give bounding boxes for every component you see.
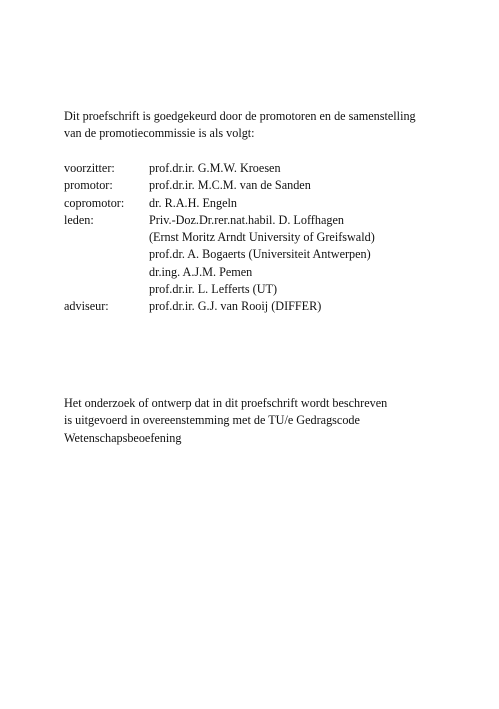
code-of-conduct-statement xyxy=(64,395,434,447)
conduct-line-1: Het onderzoek of ontwerp dat in dit proefschrift wordt beschreven xyxy=(64,396,388,410)
committee-member: prof.dr.ir. L. Lefferts (UT) xyxy=(149,282,278,297)
committee-role xyxy=(64,281,149,298)
committee-row xyxy=(64,264,464,281)
committee-member: prof.dr.ir. G.M.W. Kroesen xyxy=(149,161,281,175)
committee-row xyxy=(64,281,464,298)
committee-row xyxy=(64,246,464,263)
conduct-line-2: is uitgevoerd in overeenstemming met de TU/e Gedragscode xyxy=(64,413,360,428)
committee-row xyxy=(64,298,464,315)
committee-role xyxy=(64,264,149,281)
committee-role: promotor: xyxy=(64,178,113,193)
committee-member: prof.dr. A. Bogaerts (Universiteit Antwerpen) xyxy=(149,247,371,262)
approval-statement xyxy=(64,108,434,143)
committee-role: adviseur: xyxy=(64,299,109,314)
committee-role: voorzitter: xyxy=(64,161,115,175)
committee-role: leden: xyxy=(64,212,94,227)
committee-row xyxy=(64,212,464,229)
committee-role xyxy=(64,246,149,263)
committee-role xyxy=(64,229,149,246)
committee-member: (Ernst Moritz Arndt University of Greifswald) xyxy=(149,230,375,245)
committee-role: copromotor: xyxy=(64,195,125,210)
committee-member: prof.dr.ir. G.J. van Rooij (DIFFER) xyxy=(149,299,322,314)
committee-row xyxy=(64,195,464,212)
conduct-line-3: Wetenschapsbeoefening xyxy=(64,430,182,445)
committee-member: Priv.-Doz.Dr.rer.nat.habil. D. Loffhagen xyxy=(149,212,344,227)
committee-member: prof.dr.ir. M.C.M. van de Sanden xyxy=(149,178,311,193)
approval-line-1: Dit proefschrift is goedgekeurd door de promotoren en de samenstelling xyxy=(64,109,416,123)
committee-row xyxy=(64,229,464,246)
committee-member: dr. R.A.H. Engeln xyxy=(149,195,238,210)
committee-row xyxy=(64,160,464,177)
committee-list xyxy=(64,160,464,316)
committee-row xyxy=(64,177,464,194)
approval-line-2: van de promotiecommissie is als volgt: xyxy=(64,126,255,141)
committee-member: dr.ing. A.J.M. Pemen xyxy=(149,264,253,279)
